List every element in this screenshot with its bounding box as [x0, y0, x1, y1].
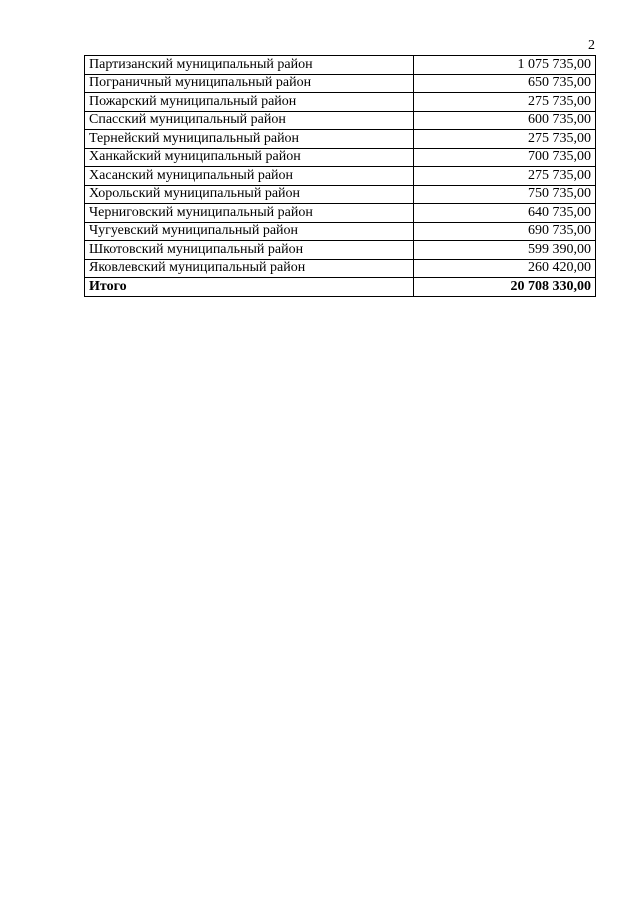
table-row — [85, 93, 596, 112]
page-number: 2 — [588, 38, 595, 53]
district-name: Хорольский муниципальный район — [85, 185, 414, 204]
district-amount: 275 735,00 — [414, 167, 596, 186]
table-row — [85, 56, 596, 75]
table-row — [85, 241, 596, 260]
table-row — [85, 259, 596, 278]
table-row — [85, 148, 596, 167]
district-name: Хасанский муниципальный район — [85, 167, 414, 186]
district-name: Спасский муниципальный район — [85, 111, 414, 130]
district-amount: 690 735,00 — [414, 222, 596, 241]
district-amount: 1 075 735,00 — [414, 56, 596, 75]
district-amount: 275 735,00 — [414, 93, 596, 112]
district-name: Чугуевский муниципальный район — [85, 222, 414, 241]
total-label: Итого — [85, 278, 414, 297]
district-amount: 600 735,00 — [414, 111, 596, 130]
district-name: Шкотовский муниципальный район — [85, 241, 414, 260]
total-row — [85, 278, 596, 297]
district-amount: 275 735,00 — [414, 130, 596, 149]
table-row — [85, 74, 596, 93]
table-row — [85, 130, 596, 149]
table-row — [85, 167, 596, 186]
table-row — [85, 204, 596, 223]
table-row — [85, 222, 596, 241]
district-amount: 260 420,00 — [414, 259, 596, 278]
table-row — [85, 111, 596, 130]
district-name: Тернейский муниципальный район — [85, 130, 414, 149]
allocation-table — [84, 55, 596, 297]
district-amount: 750 735,00 — [414, 185, 596, 204]
district-amount: 700 735,00 — [414, 148, 596, 167]
district-amount: 650 735,00 — [414, 74, 596, 93]
district-amount: 599 390,00 — [414, 241, 596, 260]
district-name: Пограничный муниципальный район — [85, 74, 414, 93]
total-amount: 20 708 330,00 — [414, 278, 596, 297]
district-name: Партизанский муниципальный район — [85, 56, 414, 75]
table-row — [85, 185, 596, 204]
district-name: Пожарский муниципальный район — [85, 93, 414, 112]
district-amount: 640 735,00 — [414, 204, 596, 223]
district-name: Ханкайский муниципальный район — [85, 148, 414, 167]
district-name: Черниговский муниципальный район — [85, 204, 414, 223]
district-name: Яковлевский муниципальный район — [85, 259, 414, 278]
